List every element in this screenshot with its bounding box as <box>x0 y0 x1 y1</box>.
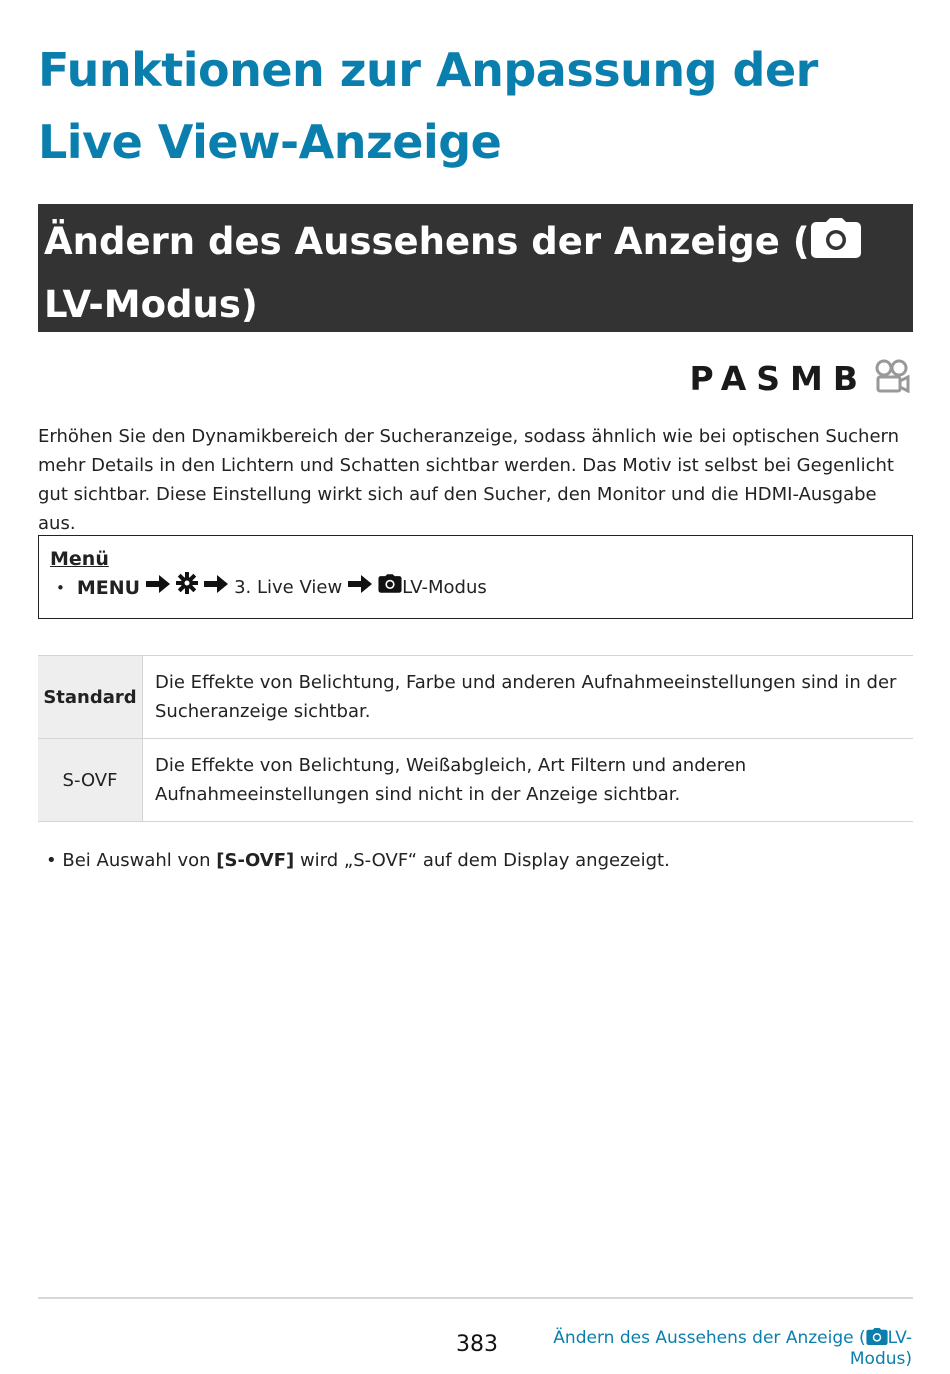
bullet: • <box>56 579 65 597</box>
intro-paragraph: Erhöhen Sie den Dynamikbereich der Sucheranzeige, sodass ähnlich wie bei optischen Suchern mehr Details in den Lichtern und Schatten sichtbar werden. Das Motiv ist selbst bei Gegenlicht gut sichtbar. Diese Einstellung wirkt sich auf den Sucher, den Monitor und die HDMI-Ausgabe aus. <box>38 426 900 534</box>
footer-section-link[interactable] <box>552 1328 912 1370</box>
menu-key: MENU <box>76 577 141 599</box>
gear-icon <box>176 572 198 604</box>
menu-box <box>38 535 913 619</box>
menu-path <box>50 572 901 604</box>
note <box>46 846 670 875</box>
bullet: • <box>46 850 57 871</box>
right-arrow-icon <box>146 573 170 603</box>
menu-heading: Menü <box>50 548 109 570</box>
camera-icon <box>378 573 402 603</box>
footer-divider <box>38 1297 913 1299</box>
movie-camera-icon <box>874 359 910 397</box>
right-arrow-icon <box>204 573 228 603</box>
page-number: 383 <box>456 1332 498 1357</box>
section-heading-suffix: LV-Modus) <box>44 283 258 326</box>
menu-path-item: 3. Live View <box>234 577 343 598</box>
camera-icon <box>810 216 862 275</box>
option-description: Die Effekte von Belichtung, Weißabgleich, Art Filtern und anderen Aufnahmeeinstellungen sind nicht in der Anzeige sichtbar. <box>143 739 914 822</box>
section-heading <box>38 204 913 332</box>
menu-path-item: LV-Modus <box>402 577 487 598</box>
option-name: S-OVF <box>38 739 143 822</box>
option-description: Die Effekte von Belichtung, Farbe und anderen Aufnahmeeinstellungen sind in der Sucheranzeige sichtbar. <box>143 656 914 739</box>
page-title: Funktionen zur Anpassung der Live View-Anzeige <box>38 43 818 169</box>
note-text-before: Bei Auswahl von <box>62 850 217 871</box>
footer-link-prefix: Ändern des Aussehens der Anzeige ( <box>553 1328 866 1348</box>
footer-link-suffix: LV-Modus) <box>849 1328 912 1369</box>
mode-letters: PASMB <box>689 358 868 398</box>
table-row <box>38 656 913 739</box>
right-arrow-icon <box>348 573 372 603</box>
note-option-name: [S-OVF] <box>216 850 295 871</box>
option-name: Standard <box>38 656 143 739</box>
options-table <box>38 655 913 822</box>
section-heading-prefix: Ändern des Aussehens der Anzeige ( <box>44 220 810 263</box>
camera-icon <box>866 1328 888 1348</box>
note-text-after: wird „S-OVF“ auf dem Display angezeigt. <box>294 850 670 871</box>
shooting-modes <box>690 358 910 398</box>
table-row <box>38 739 913 822</box>
